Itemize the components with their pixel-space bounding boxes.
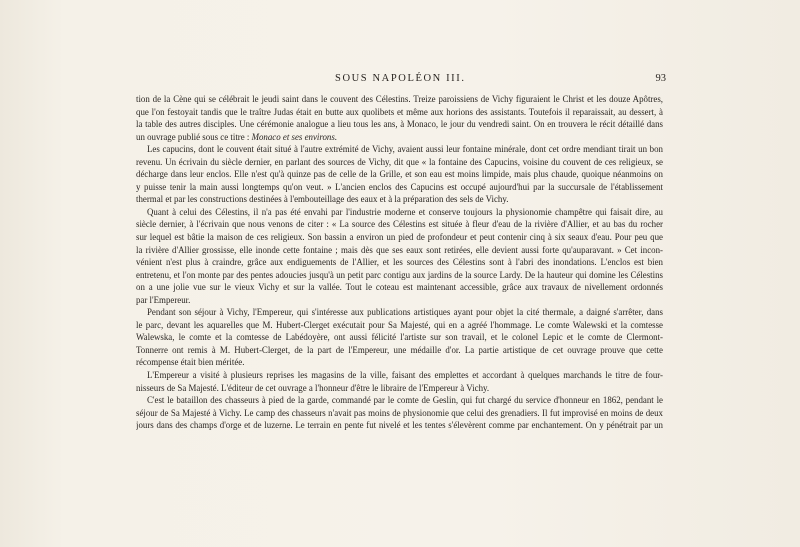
text-line: Les capucins, dont le couvent était situé à l'autre extrémité de Vichy, avaient aussi leur fontaine minérale, dont cet ordre mendiant tirait un bon	[147, 144, 663, 155]
running-header	[0, 72, 800, 86]
text-line: que l'on festoyait tandis que le traître Judas était en butte aux quolibets et même aux horions des assistants. Toutefois il reparaissait, au dessert, à	[136, 106, 663, 117]
text-line: L'Empereur a visité à plusieurs reprises les magasins de la ville, faisant des emplettes et accordant à quelques marchands le titre de four-	[147, 370, 663, 381]
text-line: séjour de Sa Majesté à Vichy. Le camp des chasseurs n'avait pas moins de physionomie que celui des grenadiers. Il fut improvisé en moins de deux	[136, 407, 663, 418]
text-line: C'est le bataillon des chasseurs à pied de la garde, commandé par le comte de Geslin, qui fut chargé du service d'honneur en 1862, pendant le	[147, 395, 663, 406]
page-number: 93	[655, 73, 666, 84]
text-line: le parc, devant les aquarelles que M. Hubert-Clerget exécutait pour Sa Majesté, qui en a agréé l'hommage. Le comte Walewski et la comtesse	[136, 319, 663, 330]
text-line: la rivière d'Allier grossisse, elle inonde cette fontaine ; mais dès que ses eaux sont retirées, elle devient aussi forte qu'auparavant. » Cet incon-	[136, 244, 663, 255]
text-line	[136, 131, 663, 144]
running-title: SOUS NAPOLÉON III.	[335, 73, 466, 84]
text-line: siècle dernier, à l'écrivain que nous venons de citer : « La source des Célestins est située à fleur d'eau de la rivière d'Allier, et au bas du rocher	[136, 219, 663, 230]
text-line: y puisse tenir la main aussi longtemps qu'on veut. » L'ancien enclos des Capucins est occupé aujourd'hui par la succursale de l'établissement	[136, 181, 663, 192]
text-line-roman: un ouvrage publié sous ce titre :	[136, 131, 252, 142]
text-line: on a une jolie vue sur le vieux Vichy et sur la vallée. Tout le coteau est maintenant accessible, grâce aux travaux de nivellement ordonnés	[136, 282, 663, 293]
text-line: Quant à celui des Célestins, il n'a pas été envahi par l'industrie moderne et conserve toujours la physionomie champêtre qui faisait dire, au	[147, 206, 663, 217]
text-line: nisseurs de Sa Majesté. L'éditeur de cet ouvrage a l'honneur d'être le libraire de l'Empereur à Vichy.	[136, 382, 490, 393]
text-line: Tonnerre ont remis à M. Hubert-Clerget, de la part de l'Empereur, une médaille d'or. La partie artistique de cet ouvrage prouve que cette	[136, 344, 663, 355]
text-line: jours dans des champs d'orge et de luzerne. Le terrain en pente fut nivelé et les tentes s'élevèrent comme par enchantement. On y pénétrait par un	[136, 420, 663, 431]
text-line: Pendant son séjour à Vichy, l'Empereur, qui s'intéresse aux publications artistiques ayant pour objet la cité thermale, a daigné s'arrêter, dans	[147, 307, 663, 318]
book-title-italic: Monaco et ses environs.	[251, 131, 338, 142]
text-line: revenu. Un écrivain du siècle dernier, en parlant des sources de Vichy, dit que « la fontaine des Capucins, voisine du couvent de ces religieux, se	[136, 156, 663, 167]
text-line: par l'Empereur.	[136, 294, 191, 305]
text-line: thermal et par les constructions destinées à l'embouteillage des eaux et à la préparation des sels de Vichy.	[136, 194, 509, 205]
text-line: décharge dans leur enclos. Elle n'est qu'à quinze pas de celle de la Grille, et son eau est moins limpide, mais plus chaude, quoique néanmoins on	[136, 169, 663, 180]
text-line: récompense était bien méritée.	[136, 357, 245, 368]
body-text	[136, 93, 663, 432]
text-line: entretenu, et l'on monte par des pentes adoucies jusqu'à un petit parc contigu aux jardins de la source Lardy. De la hauteur qui domine les Célestins	[136, 269, 663, 280]
text-line: vénient n'est plus à craindre, grâce aux endiguements de l'Allier, et les sources des Célestins sont à l'abri des inondations. L'enclos est bien	[136, 257, 663, 268]
text-line: Walewska, le comte et la comtesse de Labédoyère, ont aussi félicité l'artiste sur son travail, et le colonel Lepic et le comte de Clermont-	[136, 332, 663, 343]
text-line: la table des autres disciples. Une cérémonie analogue a lieu tous les ans, à Monaco, le jour du vendredi saint. On en trouvera le récit détaillé dans	[136, 119, 663, 130]
text-line: tion de la Cène qui se célébrait le jeudi saint dans le couvent des Célestins. Treize paroissiens de Vichy figuraient le Christ et les douze Apôtres,	[136, 94, 663, 104]
text-line: sur lequel est bâtie la maison de ces religieux. Son bassin a environ un pied de profondeur et peut contenir cinq à six seaux d'eau. Pour peu que	[136, 232, 663, 243]
